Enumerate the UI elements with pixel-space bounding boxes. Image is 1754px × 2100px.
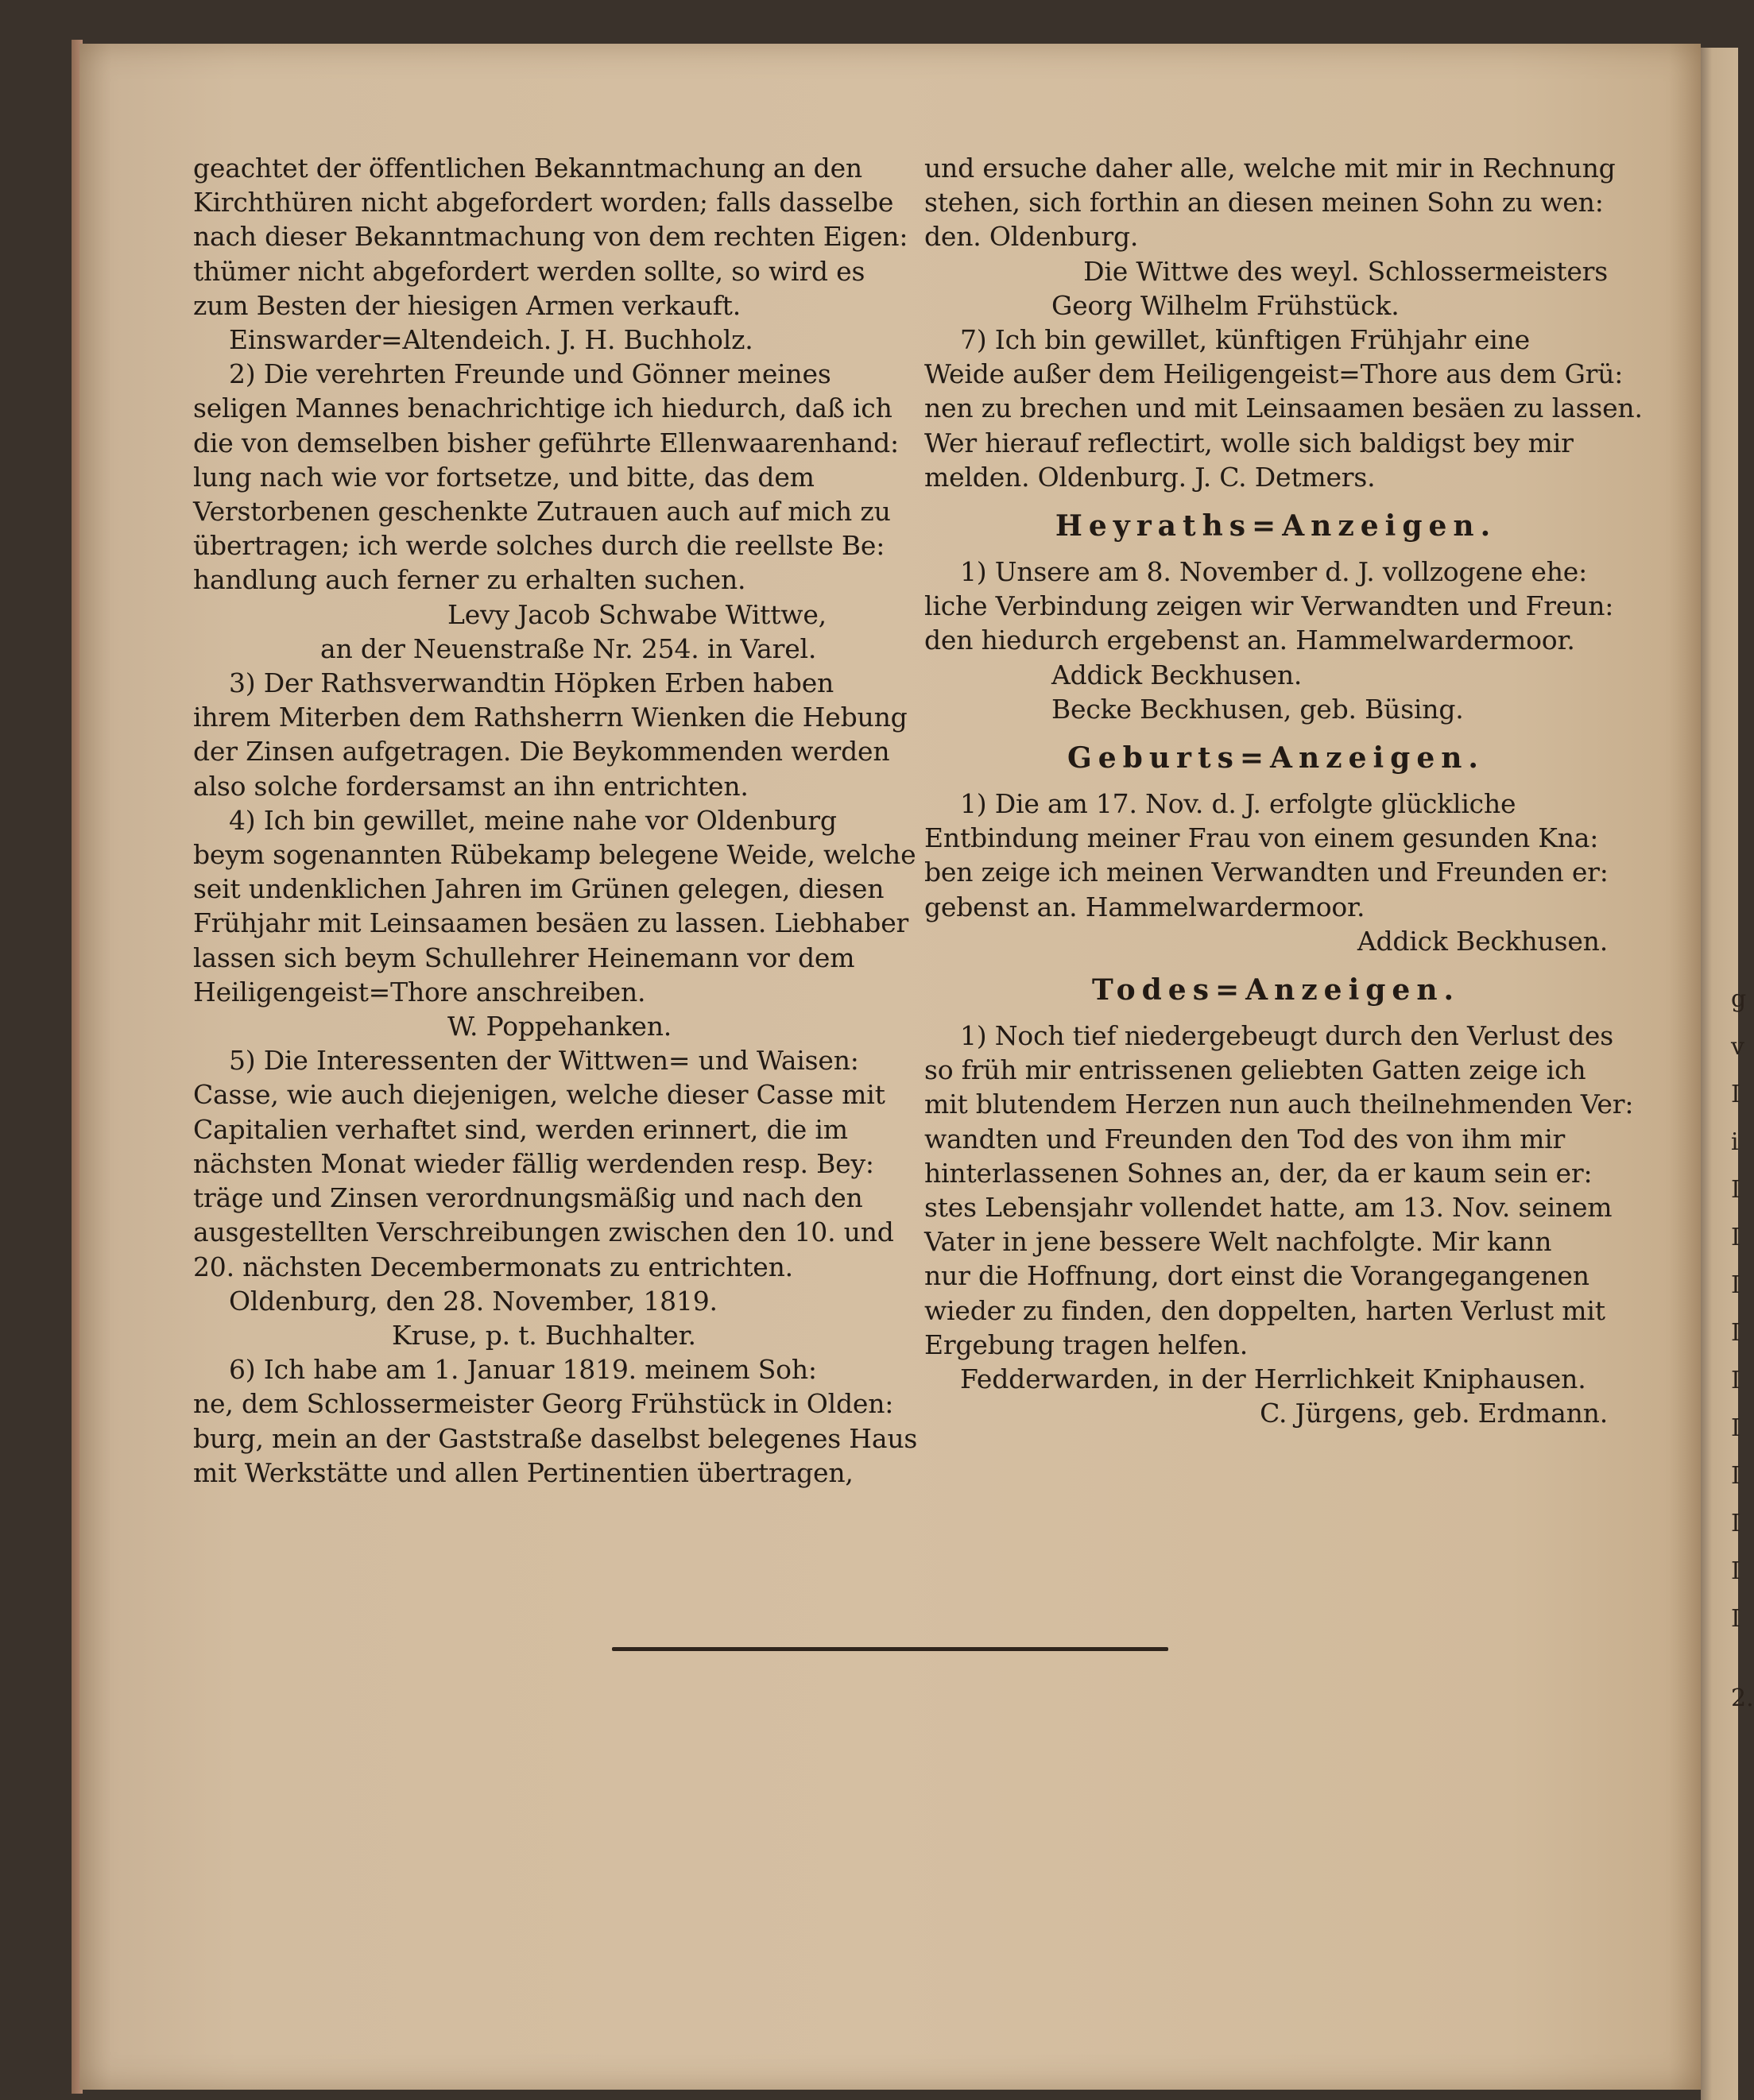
margin-char: I xyxy=(1731,1605,1740,1633)
margin-char: I xyxy=(1731,1081,1740,1108)
text-line: 6) Ich habe am 1. Januar 1819. meinem Soh: xyxy=(229,1354,817,1386)
text-line: 3) Der Rathsverwandtin Höpken Erben haben xyxy=(229,667,834,699)
notice-block xyxy=(924,151,1643,494)
text-line: Frühjahr mit Leinsaamen besäen zu lassen. Liebhaber xyxy=(193,907,909,939)
text-line: Heiligengeist=Thore anschreiben. xyxy=(193,976,646,1007)
margin-char: I xyxy=(1731,1414,1740,1442)
text-line: ausgestellten Verschreibungen zwischen den 10. und xyxy=(193,1216,894,1248)
text-line: nen zu brechen und mit Leinsaamen besäen zu lassen. xyxy=(924,393,1643,424)
heading-marriage: Heyraths=Anzeigen. xyxy=(1055,509,1497,543)
margin-char: v xyxy=(1731,1033,1744,1061)
margin-char: I xyxy=(1731,1224,1740,1251)
right-column xyxy=(924,151,1643,1431)
text-line: an der Neuenstraße Nr. 254. in Varel. xyxy=(320,632,817,664)
text-line: melden. Oldenburg. J. C. Detmers. xyxy=(924,461,1376,493)
text-line: 4) Ich bin gewillet, meine nahe vor Oldenburg xyxy=(229,804,837,836)
death-notice xyxy=(924,1019,1634,1430)
text-line: übertragen; ich werde solches durch die reellste Be: xyxy=(193,530,885,562)
left-column xyxy=(193,151,918,1490)
text-line: beym sogenannten Rübekamp belegene Weide, welche xyxy=(193,839,916,871)
text-line: Becke Beckhusen, geb. Büsing. xyxy=(1051,693,1464,725)
text-line: hinterlassenen Sohnes an, der, da er kaum sein er: xyxy=(924,1157,1593,1189)
text-line: mit Werkstätte und allen Pertinentien übertragen, xyxy=(193,1456,854,1488)
section-rule xyxy=(612,1647,1168,1651)
text-line: zum Besten der hiesigen Armen verkauft. xyxy=(193,289,741,321)
text-line: Casse, wie auch diejenigen, welche dieser Casse mit xyxy=(193,1079,885,1111)
text-line: lung nach wie vor fortsetze, und bitte, das dem xyxy=(193,461,815,493)
text-line: C. Jürgens, geb. Erdmann. xyxy=(1260,1398,1608,1429)
text-line: Entbindung meiner Frau von einem gesunden Kna: xyxy=(924,822,1599,854)
text-line: Die Wittwe des weyl. Schlossermeisters xyxy=(1083,255,1608,287)
heading-death: Todes=Anzeigen. xyxy=(1091,973,1461,1007)
text-line: stehen, sich forthin an diesen meinen Sohn zu wen: xyxy=(924,187,1604,219)
text-line: 20. nächsten Decembermonats zu entrichten. xyxy=(193,1251,793,1282)
text-line: handlung auch ferner zu erhalten suchen. xyxy=(193,564,746,596)
margin-char: I xyxy=(1731,1367,1740,1394)
text-line: Wer hierauf reflectirt, wolle sich baldigst bey mir xyxy=(924,427,1574,458)
text-line: 2) Die verehrten Freunde und Gönner meines xyxy=(229,358,831,390)
text-line: stes Lebensjahr vollendet hatte, am 13. Nov. seinem xyxy=(924,1192,1613,1224)
text-line: Georg Wilhelm Frühstück. xyxy=(1051,289,1400,321)
text-line: Weide außer dem Heiligengeist=Thore aus dem Grü: xyxy=(924,358,1624,390)
text-line: den hiedurch ergebenst an. Hammelwardermoor. xyxy=(924,625,1575,656)
text-line: ne, dem Schlossermeister Georg Frühstück in Olden: xyxy=(193,1388,894,1420)
text-line: 7) Ich bin gewillet, künftigen Frühjahr eine xyxy=(960,324,1530,356)
text-line: Oldenburg, den 28. November, 1819. xyxy=(229,1285,718,1317)
text-line: lassen sich beym Schullehrer Heinemann vor dem xyxy=(193,942,855,973)
text-line: thümer nicht abgefordert werden sollte, so wird es xyxy=(193,255,865,287)
text-line: 1) Unsere am 8. November d. J. vollzogene ehe: xyxy=(960,556,1588,588)
text-line: nach dieser Bekanntmachung von dem rechten Eigen: xyxy=(193,221,908,253)
text-line: den. Oldenburg. xyxy=(924,221,1139,253)
text-line: seligen Mannes benachrichtige ich hiedurch, daß ich xyxy=(193,393,892,424)
text-line: geachtet der öffentlichen Bekanntmachung an den xyxy=(193,153,862,184)
margin-char: I xyxy=(1731,1176,1740,1204)
text-line: so früh mir entrissenen geliebten Gatten zeige ich xyxy=(924,1054,1586,1086)
text-line: burg, mein an der Gaststraße daselbst belegenes Haus xyxy=(193,1422,918,1454)
margin-char: I xyxy=(1731,1510,1740,1537)
text-line: die von demselben bisher geführte Ellenwaarenhand: xyxy=(193,427,899,458)
margin-char: 2. xyxy=(1731,1684,1754,1712)
birth-notice xyxy=(924,787,1628,958)
text-line: 5) Die Interessenten der Wittwen= und Waisen: xyxy=(229,1045,859,1077)
text-line: W. Poppehanken. xyxy=(447,1011,672,1042)
text-line: Verstorbenen geschenkte Zutrauen auch auf mich zu xyxy=(193,496,891,528)
text-line: Kruse, p. t. Buchhalter. xyxy=(392,1319,696,1351)
margin-char: g xyxy=(1731,985,1747,1013)
margin-char: I xyxy=(1731,1271,1740,1299)
text-line: Addick Beckhusen. xyxy=(1051,659,1303,690)
text-line: wieder zu finden, den doppelten, harten Verlust mit xyxy=(924,1294,1605,1326)
text-line: Fedderwarden, in der Herrlichkeit Kniphausen. xyxy=(960,1363,1586,1395)
text-line: gebenst an. Hammelwardermoor. xyxy=(924,891,1365,922)
text-line: also solche fordersamst an ihn entrichten. xyxy=(193,770,749,802)
text-line: seit undenklichen Jahren im Grünen gelegen, diesen xyxy=(193,873,885,905)
text-line: Einswarder=Altendeich. J. H. Buchholz. xyxy=(229,324,753,356)
margin-char: I xyxy=(1731,1319,1740,1347)
marriage-notice xyxy=(924,555,1628,726)
heading-birth: Geburts=Anzeigen. xyxy=(1067,741,1485,775)
margin-char: I xyxy=(1731,1462,1740,1490)
text-line: 1) Noch tief niedergebeugt durch den Verlust des xyxy=(960,1020,1613,1052)
text-line: ihrem Miterben dem Rathsherrn Wienken die Hebung xyxy=(193,702,908,733)
text-line: mit blutendem Herzen nun auch theilnehmenden Ver: xyxy=(924,1089,1634,1120)
text-line: 1) Die am 17. Nov. d. J. erfolgte glückliche xyxy=(960,788,1516,820)
next-page-edge xyxy=(1701,48,1738,2100)
text-line: ben zeige ich meinen Verwandten und Freunden er: xyxy=(924,857,1609,888)
text-line: liche Verbindung zeigen wir Verwandten und Freun: xyxy=(924,590,1614,622)
text-line: Kirchthüren nicht abgefordert worden; falls dasselbe xyxy=(193,187,894,219)
text-line: nur die Hoffnung, dort einst die Vorangegangenen xyxy=(924,1260,1589,1292)
text-line: Capitalien verhaftet sind, werden erinnert, die im xyxy=(193,1113,848,1145)
text-line: nächsten Monat wieder fällig werdenden resp. Bey: xyxy=(193,1147,874,1179)
text-line: und ersuche daher alle, welche mit mir in Rechnung xyxy=(924,153,1616,184)
margin-char: i xyxy=(1731,1128,1739,1156)
text-line: wandten und Freunden den Tod des von ihm mir xyxy=(924,1123,1566,1154)
text-line: Ergebung tragen helfen. xyxy=(924,1328,1249,1360)
text-line: Addick Beckhusen. xyxy=(1357,925,1608,957)
margin-char: I xyxy=(1731,1557,1740,1585)
text-line: Levy Jacob Schwabe Wittwe, xyxy=(447,598,827,630)
text-line: träge und Zinsen verordnungsmäßig und nach den xyxy=(193,1182,863,1214)
text-line: Vater in jene bessere Welt nachfolgte. Mir kann xyxy=(924,1226,1552,1258)
text-line: der Zinsen aufgetragen. Die Beykommenden werden xyxy=(193,736,890,768)
